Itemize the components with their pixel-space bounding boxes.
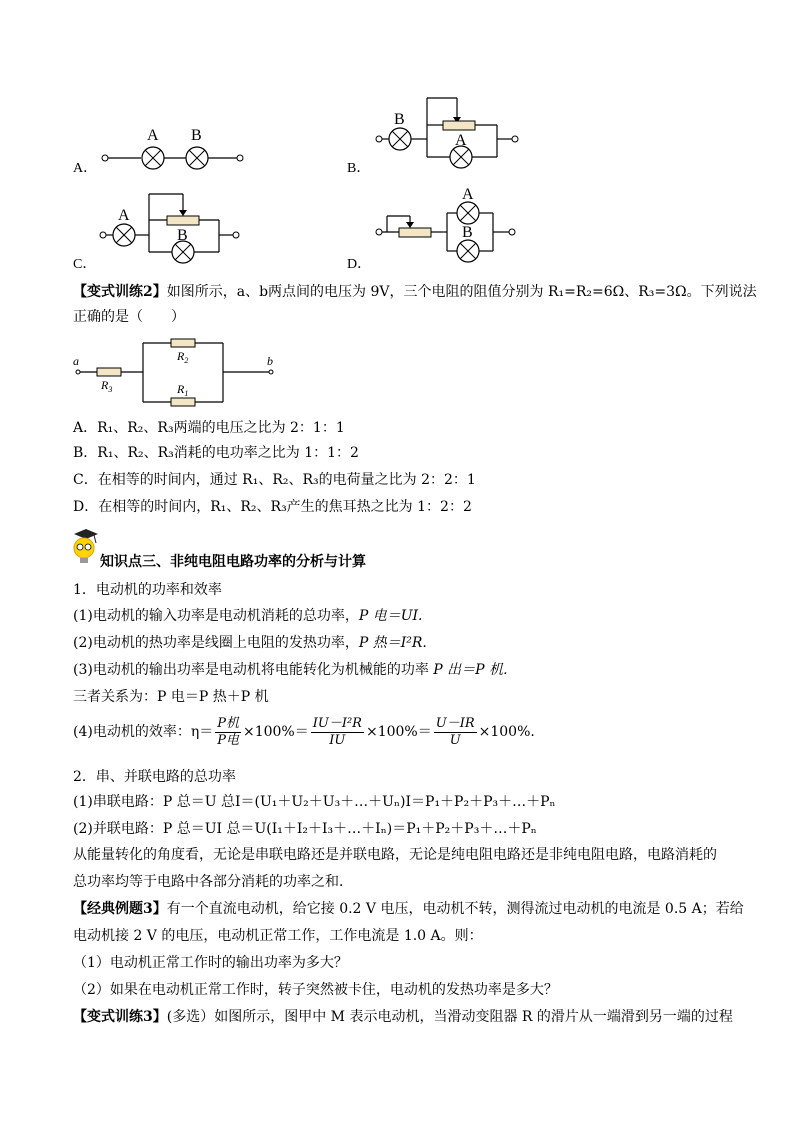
lamp-label: A (118, 207, 130, 224)
energy-line2: 总功率均等于电路中各部分消耗的功率之和． (73, 874, 353, 890)
circuit-d (347, 185, 547, 273)
svg-text:R1: $R_1$ (177, 382, 189, 398)
resistor-r1-icon (171, 398, 195, 406)
efficiency-formula: (4)电动机的效率：η＝ $\frac{\text{P机}}{\text{P电}}$ ×100%＝ $\frac{\text{IU－I²R}}{IU}$ ×100%＝ $\frac{U-IR}{U}$ ×100%. (73, 715, 535, 748)
input-power: (1)电动机的输入功率是电动机消耗的总功率，P 电＝UI. (73, 608, 423, 624)
option-label: C． (73, 257, 97, 272)
example3-line2: 电动机接 2 V 的电压，电动机正常工作，工作电流是 1.0 A。则： (73, 928, 483, 944)
resistor-circuit (73, 335, 283, 410)
rheostat-icon (167, 216, 199, 225)
lamp-b-icon (172, 241, 194, 263)
circuit-a (73, 120, 273, 180)
lightbulb-scholar-icon (70, 526, 98, 566)
lamp-label: B (394, 111, 405, 128)
parallel-formula: (2)并联电路：P 总＝UI 总＝U(I₁＋I₂＋I₃＋…＋Iₙ)＝P₁＋P₂＋P₃＋…＋Pₙ (73, 821, 537, 837)
rheostat-icon (443, 121, 475, 130)
series-formula: (1)串联电路：P 总＝U 总I＝(U₁＋U₂＋U₃＋…＋Uₙ)I＝P₁＋P₂＋P₃＋…＋Pₙ (73, 794, 556, 810)
circuit-c (73, 188, 273, 273)
lamp-a-icon (450, 146, 472, 168)
example3-q1: （1）电动机正常工作时的输出功率为多大？ (73, 955, 348, 971)
lamp-a-icon (142, 147, 164, 169)
svg-text:a: a (73, 354, 79, 368)
training2-line2: 正确的是（ ） (73, 309, 185, 325)
lamp-label: B (191, 127, 202, 144)
option-a: A．R₁、R₂、R₃两端的电压之比为 2：1：1 (73, 420, 345, 436)
lamp-label: B (462, 224, 473, 241)
option-c: C．在相等的时间内，通过 R₁、R₂、R₃的电荷量之比为 2：2：1 (73, 472, 476, 488)
lamp-b-icon (457, 240, 479, 262)
option-b: B．R₁、R₂、R₃消耗的电功率之比为 1：1：2 (73, 445, 359, 461)
lamp-label: A (147, 127, 159, 144)
output-power: (3)电动机的输出功率是电动机将电能转化为机械能的功率 P 出＝P 机． (73, 662, 518, 678)
example3-line1: 【经典例题3】有一个直流电动机，给它接 0.2 V 电压，电动机不转，测得流过电动机的电流是 0.5 A；若给 (73, 901, 744, 917)
svg-text:R2: $R_2$ (177, 349, 189, 365)
energy-line1: 从能量转化的角度看，无论是串联电路还是并联电路，无论是纯电阻电路还是非纯电阻电路，电路消耗的 (73, 847, 717, 863)
option-label: D． (347, 257, 372, 272)
svg-text:R3: $R_3$ (101, 378, 113, 394)
training2-tag: 【变式训练2】 (73, 284, 167, 300)
subsection-2: 2．串、并联电路的总功率 (73, 769, 236, 785)
subsection-1: 1．电动机的功率和效率 (73, 582, 222, 598)
option-label: A． (73, 161, 98, 176)
section-title: 知识点三、非纯电阻电路功率的分析与计算 (100, 554, 366, 570)
option-d: D．在相等的时间内，R₁、R₂、R₃产生的焦耳热之比为 1：2：2 (73, 499, 472, 515)
resistor-r3-icon (97, 368, 121, 376)
circuit-b (347, 95, 547, 180)
lamp-a-icon (113, 224, 135, 246)
lamp-b-icon (389, 128, 411, 150)
lamp-a-icon (457, 202, 479, 224)
lamp-label: A (462, 186, 474, 203)
svg-text:b: b (267, 354, 273, 368)
rheostat-icon (399, 228, 431, 237)
training2-line1: 【变式训练2】如图所示，a、b两点间的电压为 9V，三个电阻的阻值分别为 R₁=R₂=6Ω、R₃=3Ω。下列说法 (73, 284, 757, 300)
heat-power: (2)电动机的热功率是线圈上电阻的发热功率，P 热＝I²R. (73, 635, 427, 651)
lamp-b-icon (186, 147, 208, 169)
lamp-label: A (455, 132, 467, 149)
resistor-r2-icon (171, 339, 195, 347)
training3-line1: 【变式训练3】(多选）如图所示，图甲中 M 表示电动机，当滑动变阻器 R 的滑片从一端滑到另一端的过程 (73, 1009, 733, 1025)
training3-tag: 【变式训练3】 (73, 1009, 167, 1025)
example3-q2: （2）如果在电动机正常工作时，转子突然被卡住，电动机的发热功率是多大？ (73, 982, 558, 998)
option-label: B． (347, 161, 371, 176)
example3-tag: 【经典例题3】 (73, 901, 167, 917)
relation: 三者关系为：P 电＝P 热＋P 机 (73, 689, 269, 705)
lamp-label: B (177, 227, 188, 244)
